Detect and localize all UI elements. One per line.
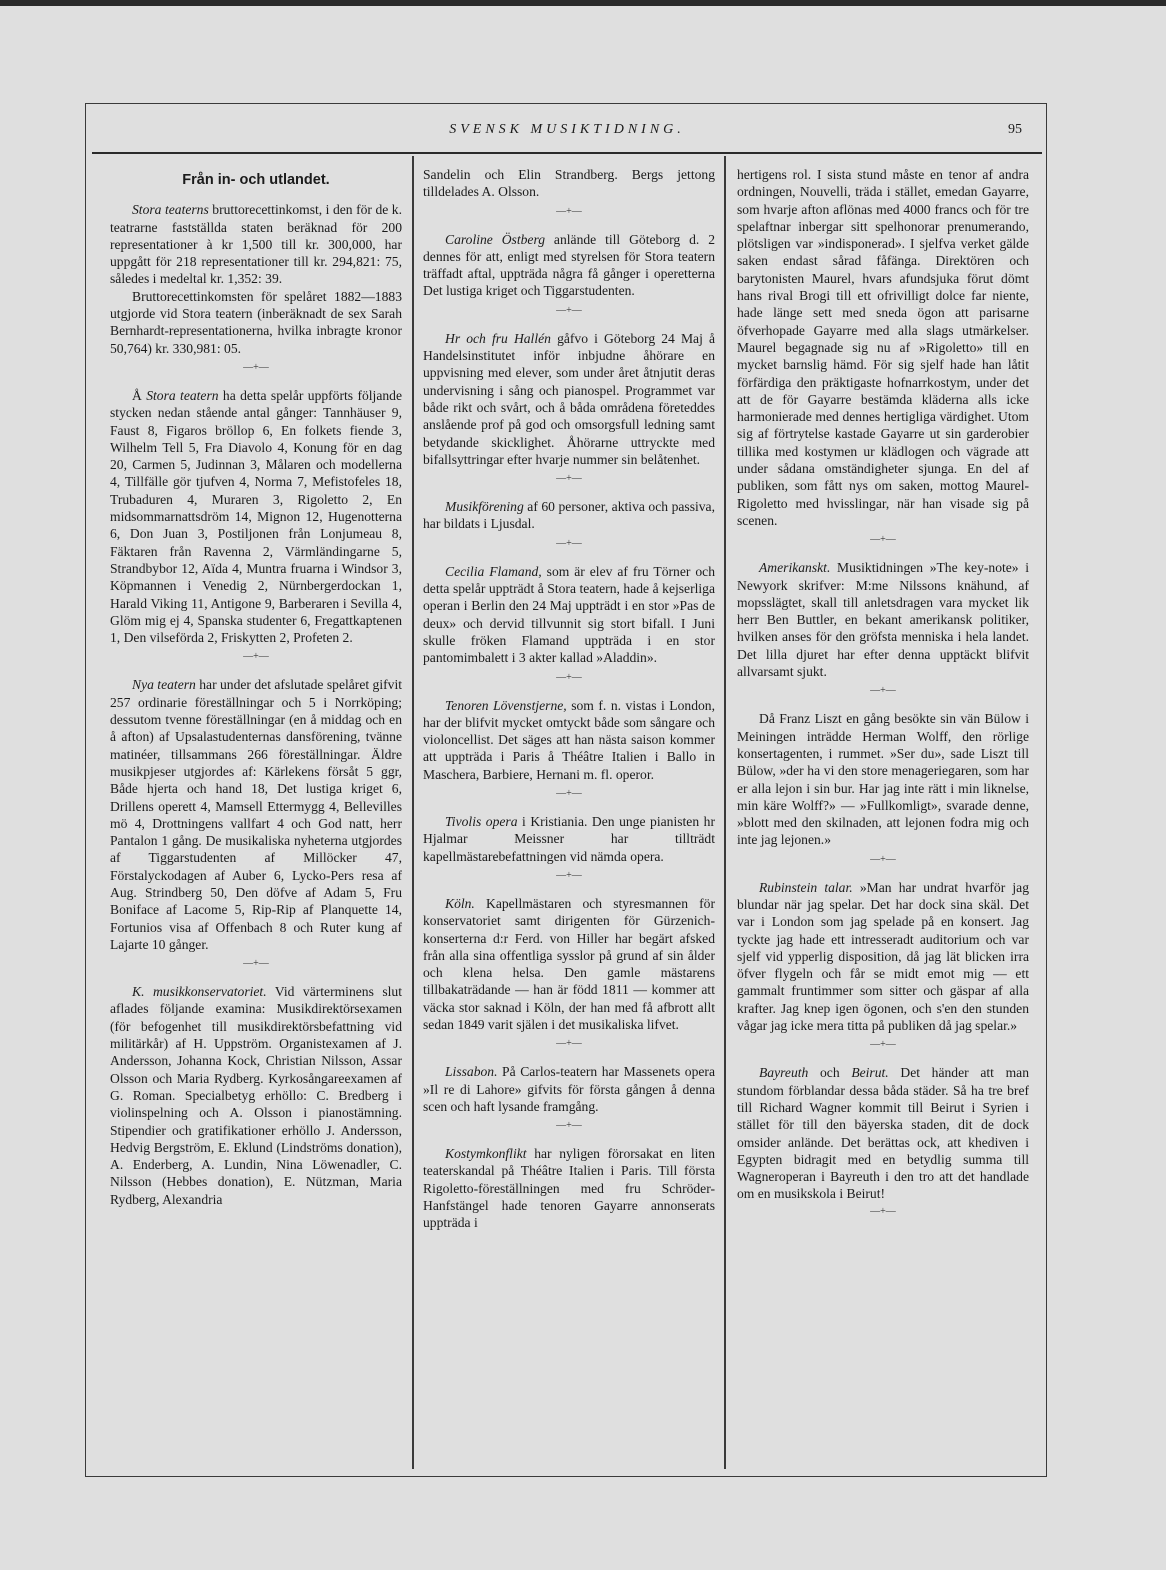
article-lead-second: Beirut. [851, 1065, 889, 1081]
article-text-mid: och [808, 1065, 852, 1081]
article-text: i Kristiania. Den unge pianisten hr Hjalmar Meissner har tillträdt kapellmästarebefattningen vid nämda opera. [423, 814, 715, 864]
page-header [92, 116, 1042, 154]
article-lead: Tivolis opera [445, 814, 518, 830]
article-rubinstein [737, 879, 1029, 1035]
article-musikforening [423, 498, 715, 533]
article-text: »Man har undrat hvarför jag blundar när jag spelar. Det har dock sina skäl. Det var i London som jag spelade på en konsert. Jag tyckte jag hade ett intresseradt auditorium och var sjelf vid ypperlig disposition, då jag lät blicken irra öfver flygeln och får se midt emot mig — ett gammalt fruntimmer som sitter och gäspar af alla krafter. Jag knep igen ögonen, och s'en den stunden vågar jag icke mera titta på publiken då jag spelar.» [737, 879, 1029, 1034]
article-text: Musiktidningen »The key-note» i Newyork skrifver: M:me Nilssons knähund, af mopsslägtet, skall till anletsdragen vara mycket lik herr Ben Buttler, en bekant amerikansk politiker, hvilken anses för den gröfsta menniska i hela landet. Det lilla djuret har efter denna upptäckt blifvit allvarsamt sjukt. [737, 560, 1029, 680]
article-lovenstjerne [423, 697, 715, 783]
article-bayreuth-beirut [737, 1064, 1029, 1202]
article-text: som f. n. vistas i London, har der blifvit mycket omtyckt både som sångare och violoncellist. Det säges att han nästa saison kommer att uppträda i Paris å Théâtre Italien i Ballo in Maschera, Barbiere, Hernani m. fl. operor. [423, 697, 715, 782]
article-lead: Cecilia Flamand, [445, 563, 542, 579]
separator-ornament: —+— [243, 958, 269, 970]
article-lead: Musikförening [445, 499, 524, 515]
article-cecilia-flamand [423, 563, 715, 667]
article-lead: Rubinstein talar. [759, 879, 853, 895]
article-lead: Nya teatern [132, 677, 196, 693]
article-lead: Bayreuth [759, 1065, 809, 1081]
column-1 [110, 166, 402, 1466]
article-lead: Lissabon. [445, 1064, 498, 1080]
column-3 [737, 166, 1029, 1466]
separator-ornament: —+— [556, 304, 582, 316]
article-lead: Kostymkonflikt [445, 1146, 527, 1162]
separator-ornament: —+— [243, 651, 269, 663]
separator-ornament: —+— [556, 1038, 582, 1050]
end-ornament: —+— [870, 1205, 896, 1217]
article-stora-teatern-repertoire [110, 387, 402, 646]
separator-ornament: —+— [556, 205, 582, 217]
article-text: har nyligen förorsakat en liten teaterskandal på Théâtre Italien i Paris. Till första Rigoletto-föreställningen med fru Schröder-Hanfstängel hade tenoren Gayarre annonserats uppträda i [423, 1146, 715, 1231]
separator-ornament: —+— [870, 1039, 896, 1051]
article-text: gåfvo i Göteborg 24 Maj å Handelsinstitutet inför inbjudne åhörare en uppvisning med elever, som under året åtnjutit deras undervisning i sång och pianospel. Programmet var både rikt och svårt, och å båda områdena företeddes anslående prof på god och omsorgsfull ledning samt betydande skicklighet. Åhörarne uttryckte med bifallsyttringar efter hvarje nummer sin belåtenhet. [423, 330, 715, 467]
article-musikkonservatoriet [110, 983, 402, 1208]
column-rule-left [412, 156, 414, 1469]
article-stora-teatern-gross: Bruttorecettinkomsten för spelåret 1882—1883 utgjorde vid Stora teatern (inberäknadt de sex Sarah Bernhardt-representationerna, hvilka inbragte kronor 50,764) kr. 330,981: 05. [110, 288, 402, 356]
article-text: bruttorecettinkomst, i den för de k. teatrarne fastställda staten beräknad för 200 representationer à kr 1,500 till kr. 300,000, har uppgått för 218 representationer till kr. 294,821: 75, således i medeltal kr. 1,352: 39. [110, 202, 402, 287]
article-lead: Caroline Östberg [445, 231, 546, 247]
separator-ornament: —+— [556, 788, 582, 800]
column-rule-right [724, 156, 726, 1469]
article-text: af 60 personer, aktiva och passiva, har bildats i Ljusdal. [423, 499, 715, 532]
article-lead: Hr och fru Hallén [445, 330, 551, 346]
article-continuation: hertigens rol. I sista stund måste en tenor af andra ordningen, Nouvelli, träda i stället, emedan Gayarre, som hvarje afton aflönas med 4000 francs och för tre spelaftnar inbergar sitt spelhonorar prenumerando, plötsligen var »indisponerad». I sjelfva verket gälde saken endast sårad fåfänga. Direktören och barytonisten Maurel, hvars afundsjuka förut dömt hans rival Brogi till ett ofrivilligt dolce far niente, hade länge sett med sneda ögon att parisarne öfverhopade Gayarre med alla slags utmärkelser. Maurel begagnade sig nu af »Rigoletto» till en mycket barnslig hämd. För sig sjelf hade han låtit förfärdiga den präktigaste hofnarrkostym, under det att de för Gayarre bestämda kläderna alls icke harmonierade med dennes hertigliga värdighet. Utom sig af förtrytelse kastade Gayarre ut sin garderobier tillika med kostymen ur klädlogen och vägrade att under sådana omständigheter sjunga. En del af publiken, som fått nys om saken, mottog Maurel-Rigoletto med hvisslingar, när han visade sig på scenen. [737, 167, 1029, 528]
separator-ornament: —+— [870, 685, 896, 697]
article-hallen [423, 330, 715, 468]
separator-ornament: —+— [556, 537, 582, 549]
article-text: har under det afslutade spelåret gifvit 257 ordinarie föreställningar och 5 i Norrköping; dessutom tvenne föreställningar (en å middag och en å afton) af Upsalastudenternas dansförening, tvänne matinéer, tillsammans 266 föreställningar. Äldre musikpjeser utgjordes af: Kärlekens försåt 5 ggr, Både hjerta och hand 18, Det lustiga kriget 6, Drillens operett 4, Mamsell Ettermygg 4, Bellevilles mö 4, Drottningens vallfart 4 och God natt, herr Pantalon 1 gång. De musikaliska nyheterna utgjordes af Tiggarstudenten af Millöcker 47, Förstalyckodagen af Auber 6, Lycko-Pers resa af Aug. Strindberg 50, Den döfve af Adam 5, Fru Boniface af Lacome 5, Rip-Rip af Planquette 14, Fortunios visa af Offenbach 8 och Ruter kung af Lajarte 10 gånger. [110, 677, 402, 952]
article-text: Kapellmästaren och styresmannen för konservatoriet samt dirigenten för Gürzenich-konserterna d:r Ferd. von Hiller har begärt afsked från alla sina offentliga sysslor på grund af sin ålder och klena helsa. Den gamle mästarens tillbakaträdande — han är född 1811 — kommer att väcka stor saknad i Köln, der han med få afbrott allt sedan 1849 varit själen i det musikaliska lifvet. [423, 895, 715, 1032]
article-lead: Amerikanskt. [759, 560, 831, 576]
article-kostymkonflikt [423, 1145, 715, 1231]
article-liszt-anecdote: Då Franz Liszt en gång besökte sin vän Bülow i Meiningen inträdde Herman Wolff, den rörlige konsertagenten, i rummet. »Ser du», sade Liszt till Bülow, »der ha vi den store menageriegaren, som har er alla lejon i sin bur. Har jag inte rätt i min liknelse, min käre Wolff?» — »Fullkomligt», svarade denne, »blott med den skilnaden, att lejonen fodra mig och inte jag lejonen.» [737, 711, 1029, 848]
separator-ornament: —+— [870, 534, 896, 546]
journal-title: SVENSK MUSIKTIDNING. [449, 122, 685, 137]
article-koln [423, 895, 715, 1033]
article-lead: K. musikkonservatoriet. [132, 984, 267, 1000]
separator-ornament: —+— [556, 473, 582, 485]
article-nya-teatern [110, 676, 402, 953]
top-edge-band [0, 0, 1166, 6]
column-2 [423, 166, 715, 1466]
article-stora-teatern-recettes [110, 201, 402, 287]
article-lead: Stora teatern [146, 387, 219, 403]
article-text: ha detta spelår uppförts följande stycken nedan stående antal gånger: Tannhäuser 9, Faust 8, Figaros bröllop 6, En folkets fiende 3, Wilhelm Tell 5, Fra Diavolo 4, Konung för en dag 20, Carmen 5, Judinnan 3, Målaren och modellerna 4, Tillfälle gör tjufven 4, Norma 7, Mefistofeles 18, Trubaduren 4, Muraren 3, Rigoletto 2, En midsommarnattsdröm 14, Mignon 12, Hugenotterna 6, Don Juan 3, Postiljonen från Lonjumeau 8, Fäktaren från Ravenna 2, Värmländingarne 5, Strandbybor 12, Aïda 4, Muntra fruarna i Windsor 3, Köpmannen i Venedig 2, Nürnbergerdockan 1, Harald Viking 11, Antigone 9, Barberaren i Sevilla 4, Glöm mig ej 4, Spanska studenter 6, Fregattkaptenen 1, Den vilseförda 2, Friskytten 2, Profeten 2. [110, 387, 402, 646]
separator-ornament: —+— [870, 853, 896, 865]
article-text: som är elev af fru Törner och detta spelår uppträdt å Stora teatern, hade å kejserliga operan i Berlin den 24 Maj uppträdt i en stor »Pas de deux» och dervid tillvunnit sig stort bifall. I Juni skulle fröken Flamand uppträda i en stor pantomimbalett i 3 akter kallad »Aladdin». [423, 563, 715, 666]
section-heading: Från in- och utlandet. [182, 172, 330, 188]
separator-ornament: —+— [556, 1120, 582, 1132]
page-number: 95 [1008, 122, 1022, 137]
separator-ornament: —+— [556, 671, 582, 683]
article-prefix: Å [132, 387, 147, 403]
article-lead: Köln. [445, 895, 475, 911]
article-lead: Stora teaterns [132, 202, 209, 218]
article-text: anlände till Göteborg d. 2 dennes för att, enligt med styrelsen för Stora teatern träffadt aftal, uppträda några få gånger i operetterna Det lustiga kriget och Tiggarstudenten. [423, 231, 715, 299]
separator-ornament: —+— [243, 361, 269, 373]
article-text: På Carlos-teatern har Massenets opera »Il re di Lahore» gifvits för första gången å denna scen och haft lysande framgång. [423, 1064, 715, 1114]
article-lead: Tenoren Lövenstjerne, [445, 697, 567, 713]
article-amerikanskt [737, 559, 1029, 680]
article-continuation: Sandelin och Elin Strandberg. Bergs jettong tilldelades A. Olsson. [423, 167, 715, 200]
separator-ornament: —+— [556, 869, 582, 881]
article-lissabon [423, 1063, 715, 1115]
article-caroline-ostberg [423, 231, 715, 300]
article-text: Det händer att man stundom förblandar dessa båda städer. Så ha tre bref till Richard Wagner kommit till Beirut i Syrien i stället för till den bäyerska staden, dit de dock omsider anlände. Det berättas ock, att khediven i Egypten bidragit med en betydlig summa till Wagneroperan i Bayreuth i den tro att det handlade om en musikskola i Beirut! [737, 1065, 1029, 1202]
article-text: Vid värterminens slut aflades följande examina: Musikdirektörsexamen (för befogenhet till musikdirektörsbefattning vid militärkår) af H. Uppström. Organistexamen af J. Andersson, Johanna Kock, Christian Nilsson, Assar Olsson och Maria Rydberg. Kyrkosångareexamen af G. Roman. Specialbetyg erhöllo: C. Bredberg i violinspelning och A. Olsson i pianostämning. Stipendier och gratifikationer erhöllo J. Andersson, Hedvig Bergström, E. Eklund (Lindströms donation), A. Enderberg, A. Lundin, Nina Löwenadler, C. Nilsson (Hebbes donation), E. Nützman, Maria Rydberg, Alexandria [110, 984, 402, 1207]
article-tivolis-opera [423, 813, 715, 865]
